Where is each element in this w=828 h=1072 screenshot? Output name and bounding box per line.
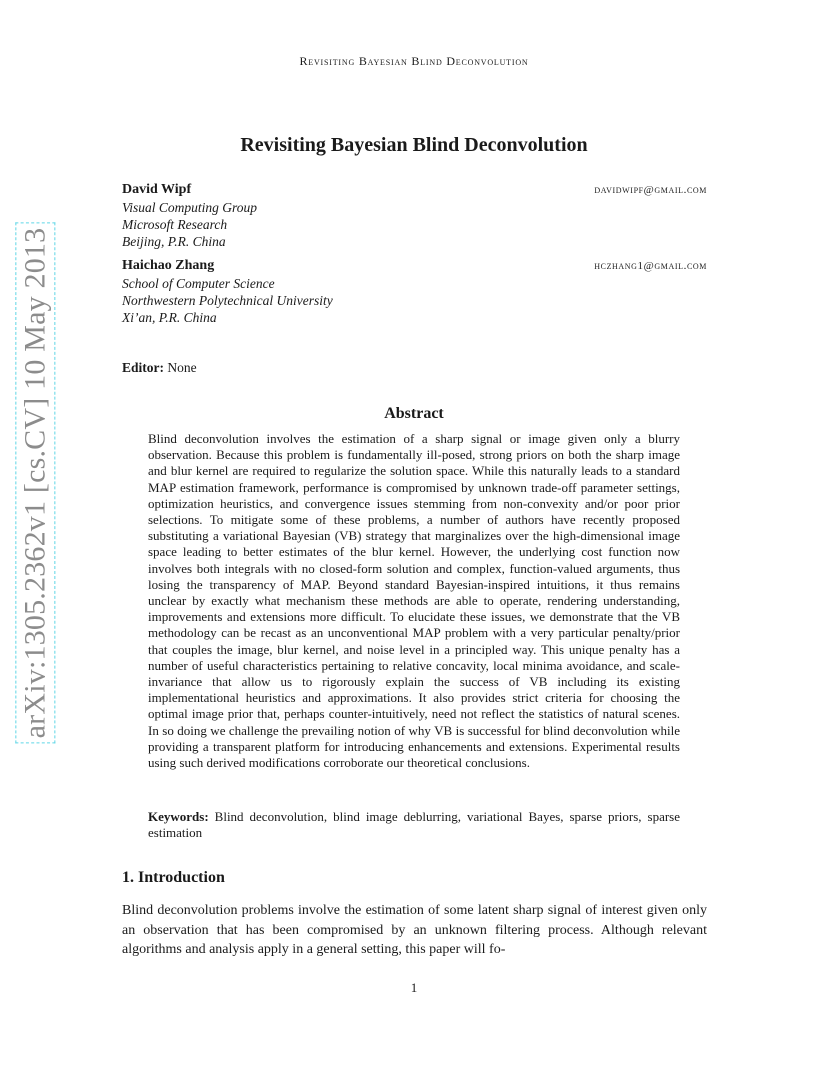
- section-paragraph: Blind deconvolution problems involve the estimation of some latent sharp signal of interest given only an observation that has been compromised by an unknown filtering process. Although relevant algorithms and analysis apply in a general setting, this paper will fo-: [122, 903, 707, 957]
- author-affiliation-line: Visual Computing Group: [122, 200, 258, 215]
- page-number: 1: [410, 980, 418, 995]
- arxiv-stamp-text[interactable]: arXiv:1305.2362v1 [cs.CV] 10 May 2013: [18, 227, 51, 739]
- editor-value: None: [167, 360, 197, 375]
- author-1: [122, 181, 707, 250]
- author-affiliation-line: School of Computer Science: [122, 276, 275, 291]
- section-heading: 1. Introduction: [122, 869, 225, 886]
- running-head: Revisiting Bayesian Blind Deconvolution: [299, 54, 529, 68]
- editor-line: [122, 360, 197, 376]
- arxiv-stamp[interactable]: [15, 227, 55, 739]
- author-name: David Wipf: [122, 182, 192, 197]
- author-affiliation-line: Beijing, P.R. China: [122, 234, 226, 249]
- keywords-label: Keywords:: [148, 809, 209, 824]
- keywords: [148, 809, 680, 841]
- abstract-text: Blind deconvolution involves the estimation of a sharp signal or image given only a blurry observation. Because this problem is fundamentally ill-posed, strong priors on both the sharp image and blur kernel are required to regularize the solution space. While this naturally leads to a standard MAP estimation framework, performance is compromised by unknown trade-off parameter settings, optimization heuristics, and convergence issues stemming from non-convexity and/or poor prior selections. To mitigate some of these problems, a number of authors have recently proposed substituting a variational Bayesian (VB) strategy that marginalizes over the high-dimensional image space leading to better estimates of the blur kernel. However, the underlying cost function now involves both integrals with no closed-form solution and complex, function-valued arguments, thus losing the transparency of MAP. Beyond standard Bayesian-inspired intuitions, it thus remains unclear by exactly what mechanism these methods are able to operate, rendering understanding, improvements and extensions more difficult. To elucidate these issues, we demonstrate that the VB methodology can be recast as an unconventional MAP problem with a very particular penalty/prior that couples the image, blur kernel, and noise level in a principled way. This unique penalty has a number of useful characteristics pertaining to relative concavity, local minima avoidance, and scale-invariance that allow us to rigorously explain the success of VB including its existing implementational heuristics and approximations. It also provides strict criteria for choosing the optimal image prior that, perhaps counter-intuitively, need not reflect the statistics of natural scenes. In so doing we challenge the prevailing notion of why VB is successful for blind deconvolution while providing a transparent platform for introducing enhancements and extensions. Experimental results using such derived modifications corroborate our theoretical conclusions.: [148, 431, 680, 771]
- editor-label: Editor:: [122, 360, 164, 375]
- author-affiliation-line: Xi’an, P.R. China: [122, 310, 217, 325]
- author-email[interactable]: hczhang1@gmail.com: [594, 260, 707, 272]
- paper-title: Revisiting Bayesian Blind Deconvolution: [240, 134, 588, 156]
- abstract-heading: Abstract: [384, 405, 444, 422]
- author-affiliation-line: Microsoft Research: [122, 217, 228, 232]
- author-2: [122, 257, 707, 326]
- author-email[interactable]: davidwipf@gmail.com: [594, 184, 707, 196]
- author-name: Haichao Zhang: [122, 258, 215, 273]
- author-affiliation-line: Northwestern Polytechnical University: [122, 293, 333, 308]
- keywords-text: Blind deconvolution, blind image deblurring, variational Bayes, sparse priors, sparse estimation: [148, 809, 681, 841]
